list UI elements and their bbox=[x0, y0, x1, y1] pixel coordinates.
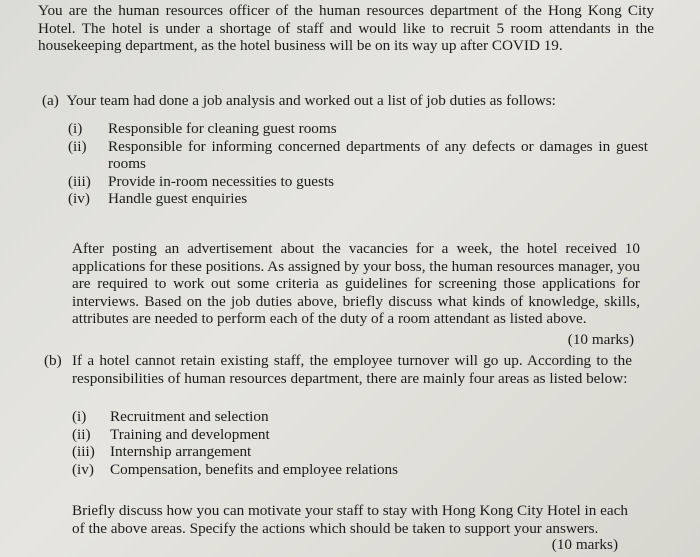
list-item-text: Compensation, benefits and employee relations bbox=[110, 460, 399, 478]
list-item-text: Internship arrangement bbox=[110, 443, 252, 460]
hr-areas-list bbox=[72, 408, 472, 478]
list-item-number: (ii) bbox=[68, 137, 87, 155]
list-item-number: (iii) bbox=[68, 172, 91, 190]
list-item bbox=[72, 461, 472, 479]
list-item bbox=[68, 138, 648, 173]
part-a-question bbox=[42, 92, 642, 110]
list-item-text: Handle guest enquiries bbox=[108, 190, 248, 207]
list-item bbox=[72, 408, 472, 426]
list-item-text: Training and development bbox=[110, 425, 270, 443]
part-a-marks: (10 marks) bbox=[567, 331, 634, 348]
list-item-text: Responsible for cleaning guest rooms bbox=[108, 120, 337, 137]
part-b-marks: (10 marks) bbox=[551, 536, 618, 553]
part-a-label: (a) bbox=[42, 92, 59, 109]
list-item-text: Provide in-room necessities to guests bbox=[108, 172, 335, 190]
list-item bbox=[72, 443, 472, 461]
part-b-question: If a hotel cannot retain existing staff, the employee turnover will go up. According to the responsibilities of human resources department, there are mainly four areas as listed below: bbox=[72, 352, 632, 387]
list-item bbox=[72, 426, 472, 444]
list-item bbox=[68, 173, 648, 191]
part-a-instruction: After posting an advertisement about the vacancies for a week, the hotel received 10 applications for these positions. As assigned by your boss, the human resources manager, you are required to work out some criteria as guidelines for screening those applications for interviews. Based on the job duties above, briefly discuss what kinds of knowledge, skills, attributes are needed to perform each of the duty of a room attendant as listed above. bbox=[72, 240, 640, 327]
intro-paragraph: You are the human resources officer of the human resources department of the Hong Kong City Hotel. The hotel is under a shortage of staff and would like to recruit 5 room attendants in the housekeeping department, as the hotel business will be on its way up after COVID 19. bbox=[38, 2, 654, 54]
part-a-question-text: Your team had done a job analysis and worked out a list of job duties as follows: bbox=[66, 92, 556, 109]
part-b-label: (b) bbox=[44, 352, 62, 369]
list-item-text: Responsible for informing concerned departments of any defects or damages in guest rooms bbox=[108, 137, 648, 172]
list-item-number: (iv) bbox=[68, 190, 90, 207]
job-duties-list bbox=[68, 120, 648, 208]
list-item bbox=[68, 190, 648, 208]
list-item-number: (ii) bbox=[72, 425, 91, 443]
list-item-number: (iv) bbox=[72, 460, 94, 478]
list-item-number: (i) bbox=[72, 408, 87, 425]
list-item bbox=[68, 120, 648, 138]
list-item-number: (i) bbox=[68, 120, 83, 137]
list-item-number: (iii) bbox=[72, 443, 95, 460]
part-b-instruction: Briefly discuss how you can motivate your staff to stay with Hong Kong City Hotel in each of the above areas. Specify the actions which should be taken to support your answers. bbox=[72, 502, 628, 537]
list-item-text: Recruitment and selection bbox=[110, 408, 269, 425]
